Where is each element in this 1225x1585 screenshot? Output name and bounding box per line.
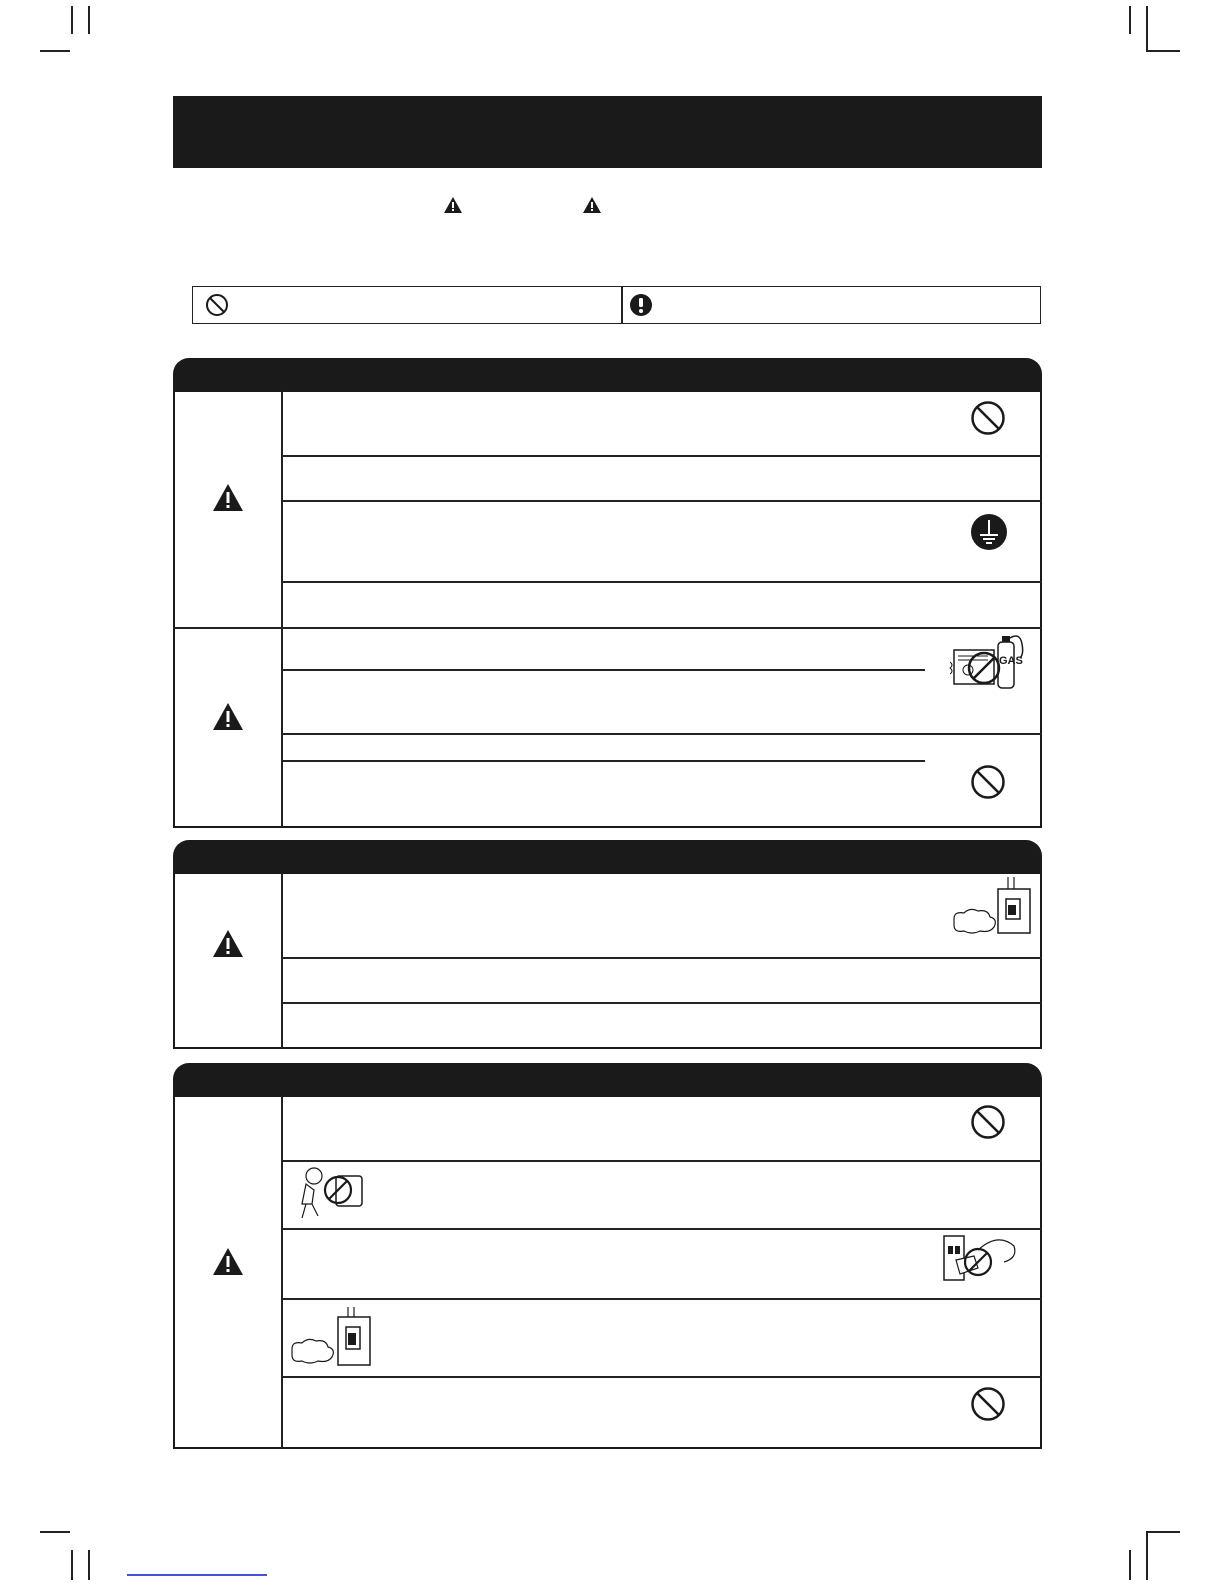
column-divider xyxy=(281,1096,283,1448)
warning-icon xyxy=(213,703,243,730)
crop-mark xyxy=(88,1550,90,1580)
row-divider xyxy=(282,581,1042,583)
row-divider xyxy=(282,669,925,671)
row-divider xyxy=(282,1228,1042,1230)
plug-illustration xyxy=(940,1230,1018,1288)
section-body xyxy=(173,873,1042,1049)
title-bar xyxy=(173,96,1042,168)
gas-illustration xyxy=(948,632,1032,698)
legend-divider xyxy=(621,287,623,323)
crop-mark xyxy=(1146,1531,1148,1580)
prohibited-icon xyxy=(970,1104,1006,1140)
row-divider xyxy=(282,1376,1042,1378)
group-divider xyxy=(173,627,1042,629)
crop-mark xyxy=(40,50,70,52)
prohibited-icon xyxy=(970,1386,1006,1422)
row-divider xyxy=(282,1298,1042,1300)
section-body xyxy=(173,391,1042,828)
crop-mark xyxy=(1146,1531,1180,1533)
exclamation-icon xyxy=(629,293,653,317)
row-divider xyxy=(282,455,1042,457)
row-divider xyxy=(282,760,925,762)
ground-icon xyxy=(970,513,1008,551)
prohibited-icon xyxy=(205,293,229,317)
crop-mark xyxy=(1146,50,1180,52)
warning-icon xyxy=(444,197,462,213)
column-divider xyxy=(281,873,283,1048)
warning-icon xyxy=(583,197,601,213)
crop-mark xyxy=(1129,1550,1131,1580)
section-header xyxy=(173,358,1042,392)
breaker-illustration xyxy=(288,1305,378,1371)
row-divider xyxy=(282,733,1042,735)
section-body xyxy=(173,1096,1042,1449)
warning-icon xyxy=(213,484,243,511)
row-divider xyxy=(282,957,1042,959)
child-illustration xyxy=(296,1166,368,1222)
row-divider xyxy=(282,1160,1042,1162)
warning-icon xyxy=(213,1248,243,1275)
row-divider xyxy=(282,1002,1042,1004)
warning-icon xyxy=(213,930,243,957)
crop-mark xyxy=(40,1531,70,1533)
prohibited-icon xyxy=(970,400,1006,436)
crop-mark xyxy=(1129,6,1131,34)
section-header xyxy=(173,1063,1042,1097)
breaker-illustration xyxy=(950,875,1040,943)
symbol-legend xyxy=(192,286,1041,324)
svg-text:GAS: GAS xyxy=(999,655,1023,667)
crop-mark xyxy=(71,1550,73,1580)
row-divider xyxy=(282,500,1042,502)
footer-link-underline[interactable] xyxy=(127,1574,267,1576)
crop-mark xyxy=(1146,6,1148,50)
crop-mark xyxy=(88,6,90,34)
section-header xyxy=(173,840,1042,874)
prohibited-icon xyxy=(970,764,1006,800)
crop-mark xyxy=(71,6,73,34)
